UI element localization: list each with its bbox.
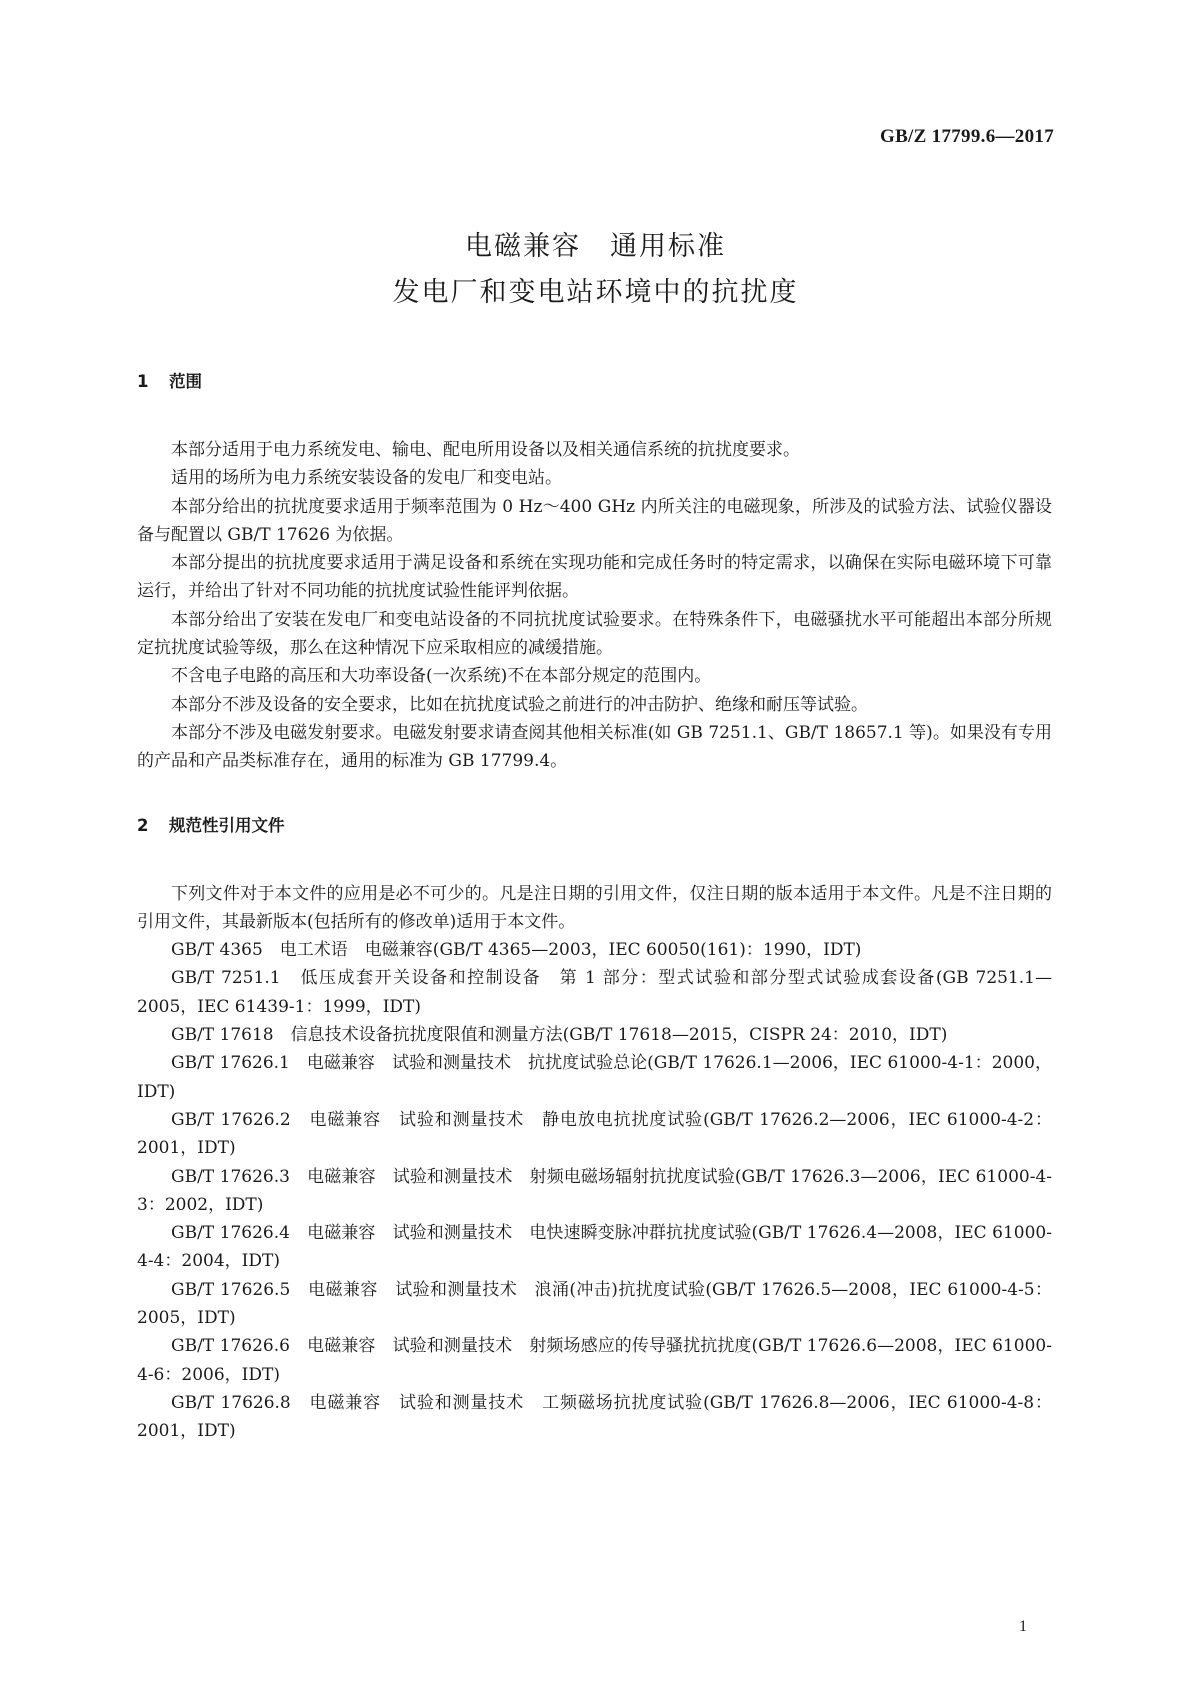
paragraph: 不含电子电路的高压和大功率设备(一次系统)不在本部分规定的范围内。: [171, 666, 712, 687]
document-code: GB/Z 17799.6—2017: [879, 126, 1054, 147]
section-1-body: [137, 436, 1052, 776]
reference-item: GB/T 17626.4 电磁兼容 试验和测量技术 电快速瞬变脉冲群抗扰度试验(GB/T 17626.4—2008，IEC 61000-4-4：2004，IDT): [137, 1223, 1052, 1272]
title-line-1: 电磁兼容 通用标准: [465, 231, 726, 262]
section-1-number: 1: [137, 372, 149, 391]
paragraph: 本部分给出的抗扰度要求适用于频率范围为 0 Hz～400 GHz 内所关注的电磁现象，所涉及的试验方法、试验仪器设备与配置以 GB/T 17626 为依据。: [137, 496, 1052, 545]
paragraph: 本部分给出了安装在发电厂和变电站设备的不同抗扰度试验要求。在特殊条件下，电磁骚扰水平可能超出本部分所规定抗扰度试验等级，那么在这种情况下应采取相应的减缓措施。: [137, 609, 1052, 659]
reference-item: GB/T 17626.2 电磁兼容 试验和测量技术 静电放电抗扰度试验(GB/T 17626.2—2006，IEC 61000-4-2：2001，IDT): [137, 1109, 1052, 1159]
paragraph: 本部分不涉及设备的安全要求，比如在抗扰度试验之前进行的冲击防护、绝缘和耐压等试验。: [171, 694, 868, 715]
reference-item: GB/T 17618 信息技术设备抗扰度限值和测量方法(GB/T 17618—2015，CISPR 24：2010，IDT): [171, 1025, 948, 1046]
section-2-title: 规范性引用文件: [169, 815, 285, 835]
document-body: [137, 368, 1052, 1446]
reference-item: GB/T 17626.1 电磁兼容 试验和测量技术 抗扰度试验总论(GB/T 17626.1—2006，IEC 61000-4-1：2000，IDT): [137, 1053, 1052, 1102]
section-1-title: 范围: [169, 372, 202, 391]
section-2-body: [137, 880, 1052, 1446]
reference-item: GB/T 17626.8 电磁兼容 试验和测量技术 工频磁场抗扰度试验(GB/T 17626.8—2006，IEC 61000-4-8：2001，IDT): [137, 1392, 1052, 1442]
paragraph: 适用的场所为电力系统安装设备的发电厂和变电站。: [171, 468, 562, 489]
page-number: 1: [1019, 1618, 1027, 1635]
section-2-intro: 下列文件对于本文件的应用是必不可少的。凡是注日期的引用文件，仅注日期的版本适用于本文件。凡是不注日期的引用文件，其最新版本(包括所有的修改单)适用于本文件。: [137, 883, 1052, 932]
reference-item: GB/T 17626.3 电磁兼容 试验和测量技术 射频电磁场辐射抗扰度试验(GB/T 17626.3—2006，IEC 61000-4-3：2002，IDT): [137, 1166, 1052, 1215]
section-1-heading: [137, 368, 1052, 396]
reference-item: GB/T 17626.6 电磁兼容 试验和测量技术 射频场感应的传导骚扰抗扰度(GB/T 17626.6—2008，IEC 61000-4-6：2006，IDT): [137, 1336, 1052, 1385]
reference-item: GB/T 17626.5 电磁兼容 试验和测量技术 浪涌(冲击)抗扰度试验(GB/T 17626.5—2008，IEC 61000-4-5：2005，IDT): [137, 1279, 1052, 1329]
paragraph: 本部分适用于电力系统发电、输电、配电所用设备以及相关通信系统的抗扰度要求。: [171, 440, 800, 460]
reference-item: GB/T 7251.1 低压成套开关设备和控制设备 第 1 部分：型式试验和部分型式试验成套设备(GB 7251.1—2005，IEC 61439-1：1999，IDT): [137, 968, 1052, 1017]
reference-item: GB/T 4365 电工术语 电磁兼容(GB/T 4365—2003，IEC 60050(161)：1990，IDT): [171, 940, 862, 961]
document-title: [0, 224, 1191, 316]
title-line-2: 发电厂和变电站环境中的抗扰度: [392, 277, 799, 308]
section-2-number: 2: [137, 815, 149, 835]
paragraph: 本部分提出的抗扰度要求适用于满足设备和系统在实现功能和完成任务时的特定需求，以确保在实际电磁环境下可靠运行，并给出了针对不同功能的抗扰度试验性能评判依据。: [137, 553, 1052, 602]
paragraph: 本部分不涉及电磁发射要求。电磁发射要求请查阅其他相关标准(如 GB 7251.1、GB/T 18657.1 等)。如果没有专用的产品和产品类标准存在，通用的标准为 GB 17799.4。: [137, 722, 1052, 772]
section-2-heading: [137, 812, 1052, 840]
